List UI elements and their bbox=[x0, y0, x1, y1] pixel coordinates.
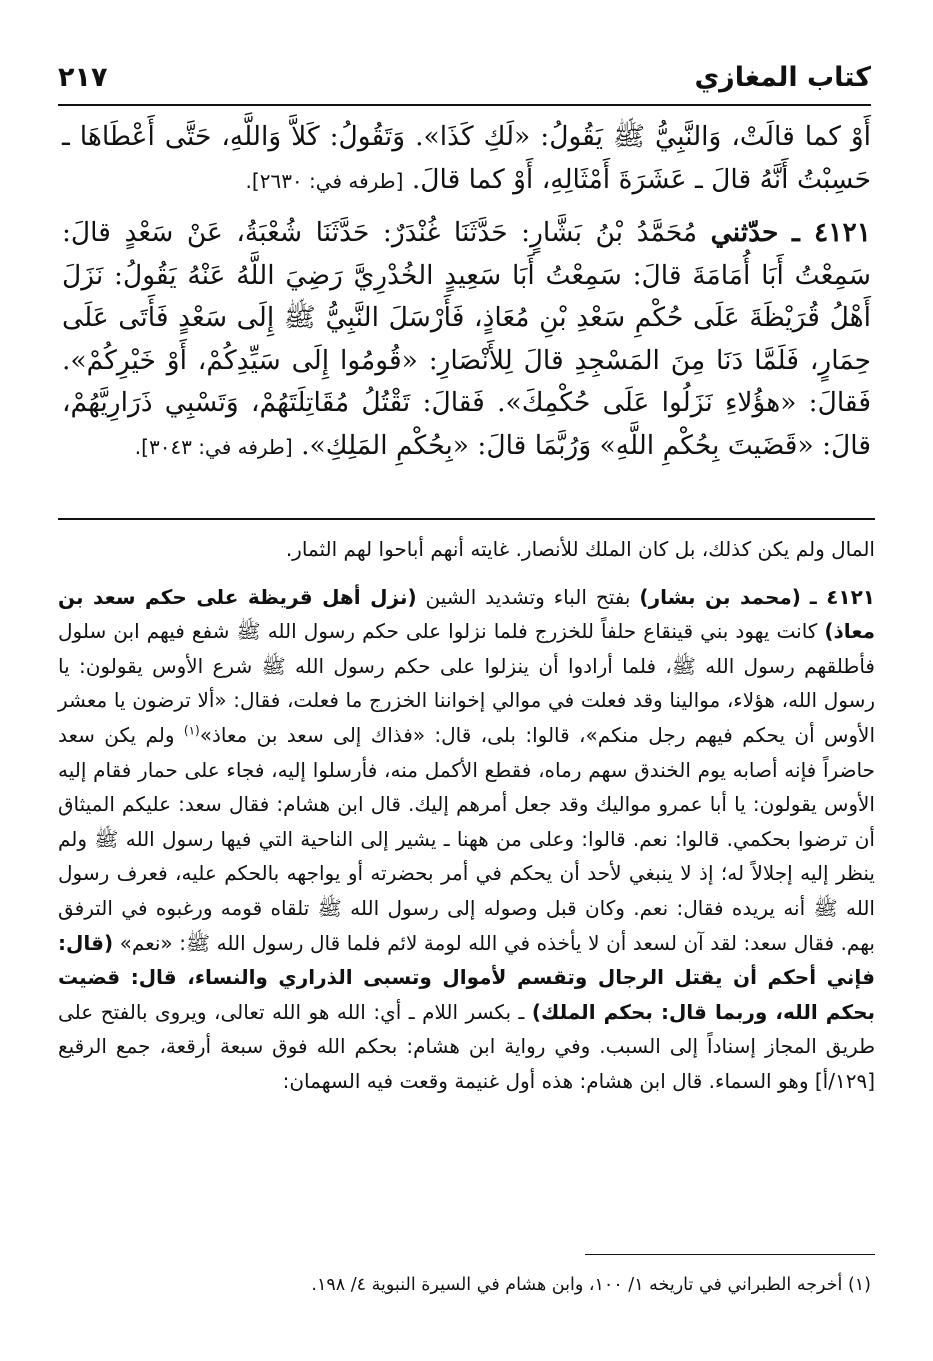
commentary-bold-3: (قال: فإني أحكم أن يقتل الرجال وتقسم لأموال وتسبى الذراري والنساء، قال: قضيت بحكم الله، وربما قال: بحكم الملك) bbox=[58, 930, 876, 1024]
commentary-4121 bbox=[58, 580, 875, 1099]
commentary-text-4: ـ بكسر اللام ـ أي: الله هو الله تعالى، ويروى بالفتح على طريق المجاز إسناداً إلى السبب. وفي رواية ابن هشام: بحكم الله فوق سبعة أرقعة، جمع الرقيع [١٢٩/أ] وهو السماء. قال ابن هشام: هذه أول غنيمة وقعت فيه السهمان: bbox=[58, 999, 875, 1093]
hadith-opening: حدّثني bbox=[710, 217, 779, 248]
hadith-continuation-ref: [طرفه في: ٢٦٣٠]. bbox=[245, 168, 404, 193]
page-title: كتاب المغازي bbox=[694, 62, 871, 93]
hadith-body-ref: [طرفه في: ٣٠٤٣]. bbox=[134, 434, 293, 459]
hadith-continuation-text: أَوْ كما قالَتْ، وَالنَّبِيُّ ﷺ يَقُولُ: «لَكِ كَذَا». وَتَقُولُ: كَلاَّ وَاللَّهِ، حَتَّى أَعْطَاهَا ـ حَسِبْتُ أَنَّهُ قالَ ـ عَشَرَةَ أَمْثَالِهِ، أَوْ كما قالَ. bbox=[62, 121, 871, 195]
hadith-4121 bbox=[62, 212, 871, 468]
page-header bbox=[58, 58, 871, 102]
footnote-divider bbox=[585, 1254, 875, 1255]
commentary bbox=[58, 532, 875, 1099]
page-number: ٢١٧ bbox=[58, 62, 108, 93]
hadith-body: مُحَمَّدُ بْنُ بَشَّارٍ: حَدَّثَنَا غُنْدَرٌ: حَدَّثَنَا شُعْبَةُ، عَنْ سَعْدٍ قالَ: سَمِعْتُ أَبَا أُمَامَةَ قالَ: سَمِعْتُ أَبَا سَعِيدٍ الخُدْرِيَّ رَضِيَ اللَّهُ عَنْهُ يَقُولُ: نَزَلَ أَهْلُ قُرَيْظَةَ عَلَى حُكْمِ سَعْدِ بْنِ مُعَاذٍ، فَأَرْسَلَ النَّبِيُّ ﷺ إِلَى سَعْدٍ فَأَتَى عَلَى حِمَارٍ، فَلَمَّا دَنَا مِنَ المَسْجِدِ قالَ لِلأَنْصَارِ: «قُومُوا إِلَى سَيِّدِكُمْ، أَوْ خَيْرِكُمْ». فَقالَ: «هؤُلاءِ نَزَلُوا عَلَى حُكْمِكَ». فَقالَ: تَقْتُلُ مُقَاتِلَتَهُمْ، وَتَسْبِي ذَرَارِيَّهُمْ، قالَ: «قَضَيتَ بِحُكْمِ اللَّهِ» وَرُبَّمَا قالَ: «بِحُكْمِ المَلِكِ». bbox=[62, 217, 872, 461]
footnote-marker: (١) bbox=[847, 1275, 871, 1295]
footnote-text: أخرجه الطبراني في تاريخه ١/ ١٠٠، وابن هشام في السيرة النبوية ٤/ ١٩٨. bbox=[311, 1275, 843, 1295]
commentary-line1: المال ولم يكن كذلك، بل كان الملك للأنصار. غايته أنهم أباحوا لهم الثمار. bbox=[285, 537, 875, 561]
commentary-divider bbox=[58, 518, 875, 520]
commentary-number: ٤١٢١ ـ bbox=[809, 584, 876, 609]
hadith-continuation bbox=[62, 116, 871, 202]
commentary-text-2: كانت يهود بني قينقاع حلفاً للخزرج فلما نزلوا على حكم رسول الله ﷺ شفع فيهم ابن سلول فأطلقهم رسول الله ﷺ، فلما أرادوا أن ينزلوا على حكم رسول الله ﷺ شرع الأوس يقولون: يا رسول الله، هؤلاء، موالينا وقد فعلت في موالي إخواننا الخزرج ما فعلت، فقال: «ألا ترضون يا معشر الأوس أن يحكم فيهم رجل منكم»، قالوا: بلى، قال: «فذاك إلى سعد بن معاذ» bbox=[58, 619, 876, 747]
commentary-text-3: ولم يكن سعد حاضراً فإنه أصابه يوم الخندق سهم رماه، فقطع الأكمل منه، فأرسلوا إليه، فجاء على حمار فقام إليه الأوس يقولون: يا أبا عمرو مواليك وقد جعل أمرهم إليك. قال ابن هشام: فقال سعد: عليكم الميثاق أن ترضوا بحكمي. قالوا: نعم. قالوا: وعلى من ههنا ـ يشير إلى الناحية التي فيها رسول الله ﷺ ولم ينظر إليه إجلالاً له؛ إذ لا ينبغي لأحد أن يحكم في أمر بحضرته أو يواجهه بالحكم عليه، فعرف رسول الله ﷺ أنه يريده فقال: نعم. وكان قبل وصوله إلى رسول الله ﷺ تلقاه قومه ورغبوه في الترفق بهم. فقال سعد: لقد آن لسعد أن لا يأخذه في الله لومة لائم فلما قال رسول الله ﷺ: «نعم» bbox=[58, 722, 875, 955]
header-divider bbox=[58, 104, 871, 106]
footnote bbox=[58, 1270, 871, 1300]
commentary-bold-1: (محمد بن بشار) bbox=[639, 584, 801, 609]
footnote-reference[interactable]: (١) bbox=[183, 723, 200, 738]
hadith-text bbox=[62, 116, 871, 468]
commentary-bold-2: (نزل أهل قريظة على حكم سعد بن معاذ) bbox=[58, 584, 875, 644]
hadith-number: ٤١٢١ ـ bbox=[791, 217, 871, 248]
commentary-text-1: بفتح الباء وتشديد الشين bbox=[425, 584, 631, 609]
